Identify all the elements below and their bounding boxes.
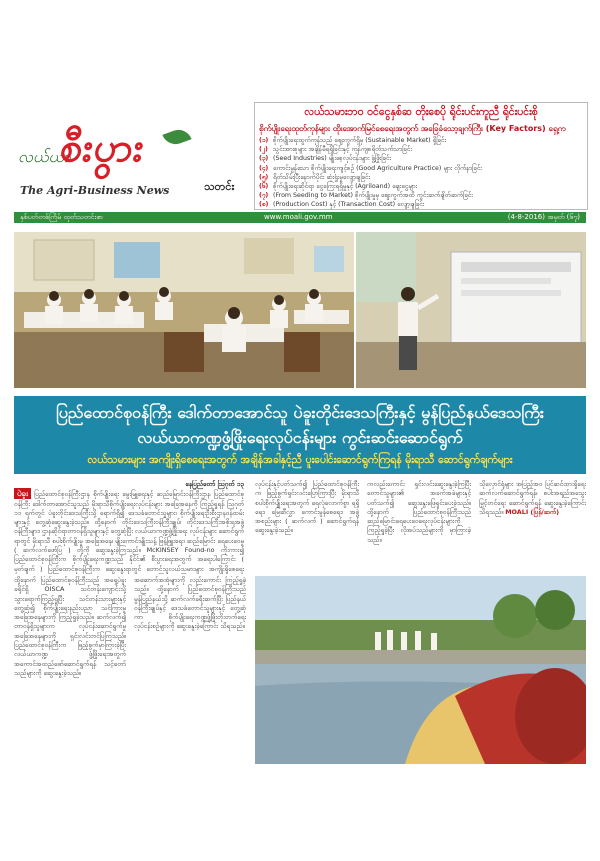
key-factor-number: (၇)	[259, 192, 269, 200]
key-factor-item	[255, 137, 587, 146]
key-factor-text: (Seed Industries) မျိုးစေ့လုပ်ငန်းများ ဖွံ့ဖြိုးခြင်း	[273, 155, 391, 163]
key-factor-number: (၂)	[259, 146, 268, 154]
key-factors-title: လယ်သမားဘဝ ဝင်ငွေနှစ်ဆ တိုးစေပို ရိုင်းပင်းကူညီ ရိုင်းပင်းစို	[304, 106, 538, 118]
key-factor-text: ရိတ်သိမ်းပြီးနောက်ပိုင်း ဆုံးရှုံးမှုလျော့ချခြင်း	[273, 173, 371, 181]
key-factor-item	[255, 174, 587, 183]
key-factor-text: (From Seeding to Market) စိုက်ပျိုးမှုမှ ဈေးကွက်အထိ ကွင်းဆက်ချိတ်ဆက်ခြင်း	[273, 192, 473, 200]
article-text: သိုလှောင်ရုံများ အပြည့်အဝ ပြင်ဆင်ထားရှိရေး ဆက်လက်ဆောင်ရွက်ရန်၊ စပါးအရည်အသွေး မြှင့်တင်ရေး ဆောင်ရွက်ရန် ဆွေးနွေးခဲ့ကြောင်း သိရသည်။	[479, 480, 586, 516]
logo-sub: သတင်း	[204, 180, 235, 193]
byline: နေပြည်တော် ဩဂုတ် ၁၃	[185, 480, 244, 488]
date-bar	[14, 212, 586, 223]
article-column-2	[255, 480, 359, 574]
key-factor-text: (Production Cost) နှင့် (Transaction Cost) လျော့ချခြင်း	[273, 201, 425, 209]
key-factor-item	[255, 165, 587, 174]
key-factor-number: (၁)	[259, 137, 269, 144]
headline-line-1: ပြည်ထောင်စုဝန်ကြီး ဒေါက်တာအောင်သူ ပဲခူးတိုင်းဒေသကြီးနှင့် မွန်ပြည်နယ်ဒေသကြီး	[56, 403, 544, 422]
article-column-4	[479, 480, 586, 574]
article-text: လုပ်ငန်းနှင့်ပတ်သက်၍ ပြည်ထောင်စုဝန်ကြီးက ဖြည့်စွက်ရှင်းလင်းပြောကြားပြီး မိုးရာသီစပါးစိုက်ပျိုးရေးအတွက် ရေလုံလောက်စွာ ရရှိရေး၊ မြေဆီလွှာ ကောင်းမွန်စေရေး၊ အဖွဲ့အစည်းများ ( ဆက်လက် ) ဆောင်ရွက်ရန် ဆွေးနွေးခဲ့သည်။	[255, 480, 359, 535]
key-factor-number: (၆)	[259, 183, 269, 191]
key-factor-number: (၈)	[259, 201, 269, 209]
article-credit: MOALI (ပြန်/ဆက်)	[505, 507, 560, 516]
key-factor-item	[255, 201, 587, 210]
article-text: ထို့နောက် ပြည်ထောင်စုဝန်ကြီးသည် အရှေ့ပဲခူးခရိုင်ရှိ OISCA သင်တန်းကျောင်းသို့ သွားရောက်ကြည့်ရှုပြီး သင်တန်းသားများနှင့် တွေ့ဆုံ၍ စိုက်ပျိုးရေးနည်းပညာ သင်ကြားမှုအခြေအနေများကို ကြည့်ရှုခဲ့သည်။ ဆက်လက်၍ တာဝန်ရှိသူများက လုပ်ငန်းဆောင်ရွက်မှု အခြေအနေများကို ရှင်းလင်းတင်ပြကြသည်။ ပြည်ထောင်စုဝန်ကြီးက ဖြည့်စွက်မှာကြားခဲ့ပြီး လယ်ယာကဏ္ဍ ဖွံ့ဖြိုးရေးအတွက် အကောင်အထည်ဖော်ဆောင်ရွက်ရန် သင့်တော်သည်များကို ဆွေးနွေးခဲ့သည်။	[14, 576, 126, 677]
key-factor-number: (၄)	[259, 164, 269, 172]
logo	[14, 100, 252, 212]
headline-line-2: လယ်ယာကဏ္ဍဖွံ့ဖြိုးရေးလုပ်ငန်းများ ကွင်းဆင်းဆောင်ရွက်	[137, 428, 463, 447]
key-factor-number: (၃)	[259, 155, 269, 163]
key-factor-text: စိုက်ပျိုးရေးထွက်ကုန်သည် ဈေးကွက်ရှိမှ (Sustainable Market) ရှိခြင်း	[273, 137, 446, 144]
key-factors-subtitle: စိုက်ပျိုးရေးထုတ်ကုန်များ ထိုးအောက်မြင်စေရေးအတွက် အခြေခံသော့ချက်ကြီး (Key Factors) ရှေ့က	[259, 124, 566, 133]
key-factor-item	[255, 183, 587, 192]
key-factor-number: (၅)	[259, 173, 269, 181]
key-factor-item	[255, 155, 587, 164]
newspaper-page	[14, 100, 586, 840]
article-column-6	[134, 576, 246, 834]
article-text: ပြည်ထောင်စုဝန်ကြီးဌာန စိုက်ပျိုးရေး မွေးမြူရေးနှင့် ဆည်မြောင်းဝန်ကြီးဌာန ပြည်ထောင်စုဝန်ကြီး ဒေါက်တာအောင်သူသည် မိုးရာသီစိုက်ပျိုးရေးလုပ်ငန်းများ အခြေအနေကို ကြည့်ရှုရန် ဩဂုတ် ၁၁ ရက်တွင် ပဲခူးတိုင်းဒေသကြီးသို့ ရောက်ရှိ၍ ဒေသခံတောင်သူများ၊ စိုက်ပျိုးရေးဦးစီးဌာနဝန်ထမ်းများနှင့် တွေ့ဆုံဆွေးနွေးခဲ့သည်။ ထို့နောက် တိုင်းဒေသကြီးဝန်ကြီးချုပ်၊ တိုင်းဒေသကြီးအစိုးရအဖွဲ့ ဝန်ကြီးများ၊ ဌာနဆိုင်ရာတာဝန်ရှိသူများနှင့် တွေ့ဆုံပြီး လယ်ယာကဏ္ဍဖွံ့ဖြိုးရေး လုပ်ငန်းများ ဆောင်ရွက်ရာတွင် မိုးရာသီ စပါးစိုက်ပျိုးမှု အခြေအနေ၊ မျိုးကောင်းမျိုးသန့် ဖြန့်ဖြူးရေး၊ ဆည်မြောင်း ရေပေးဝေမှု ( ဆက်လက်ဖော်ပြ ) တို့ကို ဆွေးနွေးခဲ့ကြသည်။ McKINSEY Found-no ကိုးကား၍ ပြည်ထောင်စုဝန်ကြီးက စိုက်ပျိုးရေးကဏ္ဍသည် နိုင်ငံ၏ စီးပွားရေးအတွက် အရေးပါကြောင်း ( မှတ်ချက် ) ပြည်ထောင်စုဝန်ကြီးက ဆွေးနွေးရာတွင် တောင်သူလယ်သမားများ အကျိုးရှိစေရေး	[14, 490, 244, 573]
logo-main: စီးပွား	[57, 124, 148, 171]
key-factors-box	[254, 102, 588, 210]
publication-frequency: နှစ်ပတ်တစ်ကြိမ် ထုတ်သတင်းစာ	[20, 213, 104, 221]
headline-banner	[14, 396, 586, 474]
key-factor-text: ကောင်းမွန်သော စိုက်ပျိုးရေးကျင့်စဉ် (Good Agriculture Practice) များ လိုက်နာခြင်း	[273, 164, 482, 172]
website-link[interactable]: www.moali.gov.mm	[264, 213, 333, 221]
article-text: ကလည်းကောင်း ရှင်းလင်းဆွေးနွေးခဲ့ကြပြီး တောင်သူများ၏ အခက်အခဲများနှင့် ပတ်သက်၍ ဆွေးနွေးဖြေရှင်းပေးခဲ့သည်။ ထို့နောက် ပြည်ထောင်စုဝန်ကြီးသည် ဆည်မြောင်းရေပေးဝေရေးလုပ်ငန်းများကို ကြည့်ရှုခဲ့ပြီး လိုအပ်သည်များကို မှာကြားခဲ့သည်။	[367, 480, 471, 544]
leaf-icon	[162, 126, 191, 148]
logo-english: The Agri-Business News	[20, 184, 170, 197]
issue-date: (4-8-2016) အမှတ် (၆၇)	[507, 213, 580, 221]
masthead	[14, 100, 586, 221]
article-column-3	[367, 480, 471, 574]
location-tag: ပဲခူး	[14, 488, 31, 499]
article-column-1	[14, 480, 244, 574]
presentation-photo	[356, 232, 586, 388]
article-column-5	[14, 576, 126, 834]
key-factor-text: စိုက်ပျိုးရေးဆိုင်ရာ ငွေကြေးရရှိမှုနှင့် (Agriloand) ချေးငွေများ	[273, 183, 418, 191]
irrigation-canal-photo	[255, 576, 586, 764]
logo-script: လယ်ယာ	[18, 147, 71, 166]
key-factor-text: သွင်းအားစုများ အချိန်မီရရှိခြင်းနှင့် ကုန်ကျစရိတ်သက်သာခြင်း	[273, 146, 412, 154]
article-text: အဆောက်အအုံများကို လည်းကောင်း ကြည့်ရှုခဲ့သည်။ ထို့နောက် ပြည်ထောင်စုဝန်ကြီးသည် မွန်ပြည်နယ်သို့ ဆက်လက်ခရီးဆက်ပြီး ပြည်နယ်ဝန်ကြီးချုပ်နှင့် ဒေသခံတောင်သူများနှင့် တွေ့ဆုံကာ စိုက်ပျိုးရေးကဏ္ဍဖွံ့ဖြိုးတိုးတက်ရေး လုပ်ငန်းစဉ်များကို ဆွေးနွေးခဲ့ကြောင်း သိရသည်။	[134, 576, 246, 631]
meeting-photo	[14, 232, 354, 388]
headline-line-3: လယ်သမားများ အကျိုးရှိစေရေးအတွက် အချိန်အခါနှင့်ညီ ပူးပေါင်းဆောင်ရွက်ကြရန် မိုးရာသီ ဆောင်ရွက်ချက်များ	[87, 454, 513, 466]
